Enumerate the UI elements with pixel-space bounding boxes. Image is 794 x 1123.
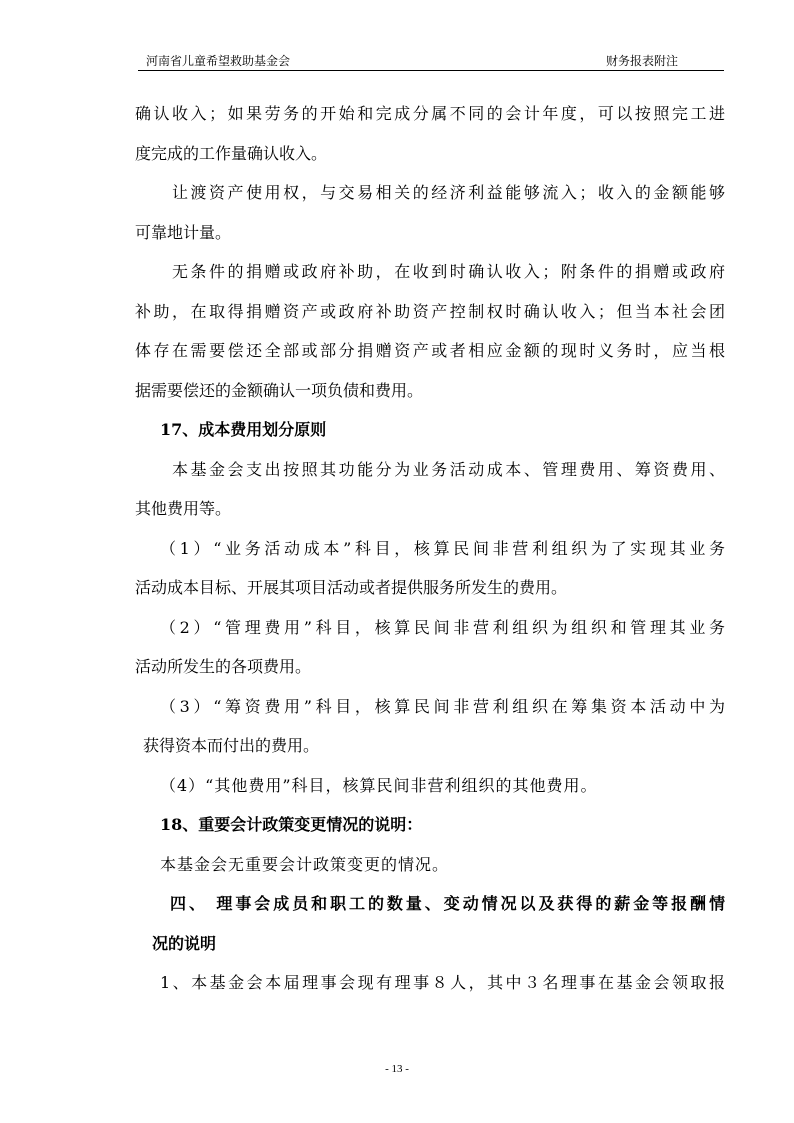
section-heading-18: 18、重要会计政策变更情况的说明： [160,815,423,834]
list-item-3: （3）“筹资费用”科目，核算民间非营利组织在筹集资本活动中为 [160,697,725,716]
chapter-heading-4-cont: 况的说明 [152,934,217,953]
text-line: 无条件的捐赠或政府补助，在收到时确认收入；附条件的捐赠或政府 [172,262,725,281]
list-item-4: （4）“其他费用”科目，核算民间非营利组织的其他费用。 [160,776,598,795]
text-line: 活动所发生的各项费用。 [135,657,312,676]
list-item-2: （2）“管理费用”科目，核算民间非营利组织为组织和管理其业务 [160,618,725,637]
header-organization: 河南省儿童希望救助基金会 [146,54,291,68]
list-item-1: （1）“业务活动成本”科目，核算民间非营利组织为了实现其业务 [160,539,725,558]
header-rule [138,70,724,71]
text-line: 其他费用等。 [135,499,232,518]
header-section: 财务报表附注 [605,54,678,68]
text-line: 活动成本目标、开展其项目活动或者提供服务所发生的费用。 [135,578,568,597]
section-heading-17: 17、成本费用划分原则 [160,420,327,439]
text-line: 度完成的工作量确认收入。 [135,144,328,163]
text-line: 1、本基金会本届理事会现有理事８人，其中３名理事在基金会领取报 [160,973,725,992]
text-line: 本基金会支出按照其功能分为业务活动成本、管理费用、筹资费用、 [172,460,725,479]
text-line: 获得资本而付出的费用。 [143,736,320,755]
text-line: 让渡资产使用权，与交易相关的经济利益能够流入；收入的金额能够 [172,183,725,202]
text-line: 据需要偿还的金额确认一项负债和费用。 [135,381,424,400]
page-number: - 13 - [385,1063,409,1075]
text-line: 补助，在取得捐赠资产或政府补助资产控制权时确认收入；但当本社会团 [135,302,725,321]
text-line: 体存在需要偿还全部或部分捐赠资产或者相应金额的现时义务时，应当根 [135,341,725,360]
chapter-heading-4: 四、 理事会成员和职工的数量、变动情况以及获得的薪金等报酬情 [170,894,725,913]
text-line: 可靠地计量。 [135,223,232,242]
text-line: 本基金会无重要会计政策变更的情况。 [160,855,450,874]
text-line: 确认收入；如果劳务的开始和完成分属不同的会计年度，可以按照完工进 [135,104,725,123]
